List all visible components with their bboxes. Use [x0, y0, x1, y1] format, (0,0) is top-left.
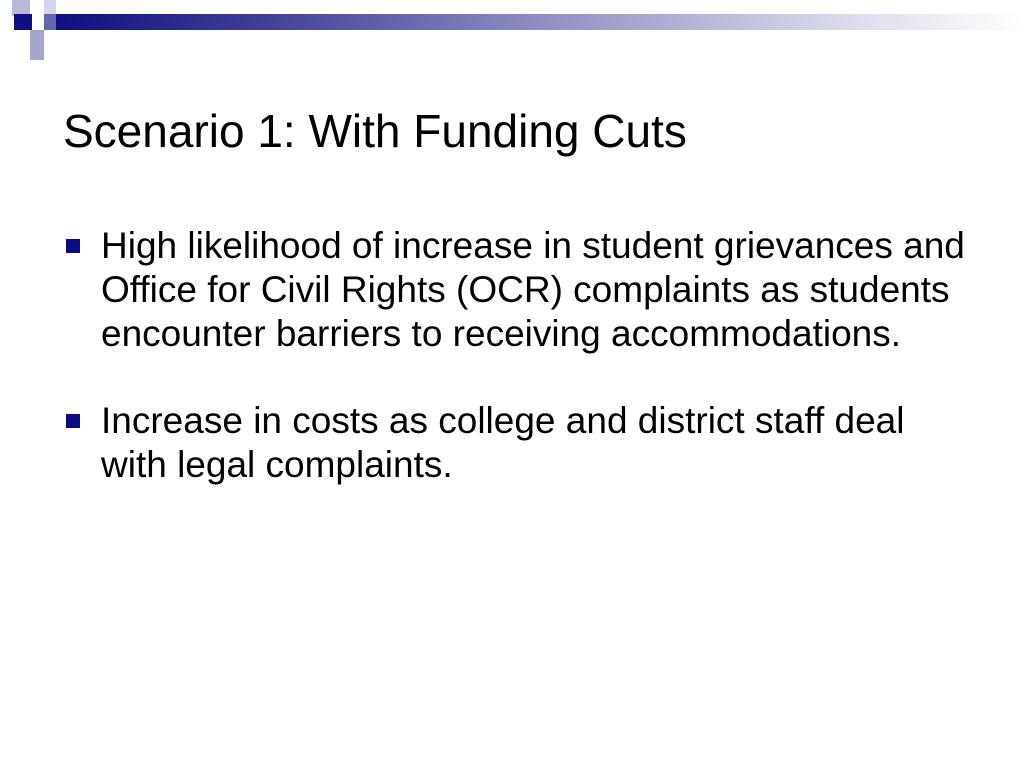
header-decoration: [0, 0, 1024, 70]
decor-square-pale: [44, 0, 56, 14]
square-bullet-icon: [66, 414, 80, 428]
decor-square-mid: [44, 14, 56, 30]
bullet-text: Increase in costs as college and district staff deal with legal complaints.: [101, 400, 905, 485]
slide-title: Scenario 1: With Funding Cuts: [63, 105, 687, 157]
decor-square-light: [30, 46, 44, 60]
decor-square-light: [30, 30, 44, 46]
bullet-item: [66, 224, 966, 356]
square-bullet-icon: [66, 239, 80, 253]
bullet-text: High likelihood of increase in student grievances and Office for Civil Rights (OCR) complaints as students encounter barriers to receiving accommodations.: [101, 225, 965, 354]
decor-gradient-bar: [56, 14, 1024, 30]
decor-square-dark: [14, 14, 32, 30]
bullet-list: [66, 224, 966, 530]
bullet-item: [66, 399, 966, 487]
